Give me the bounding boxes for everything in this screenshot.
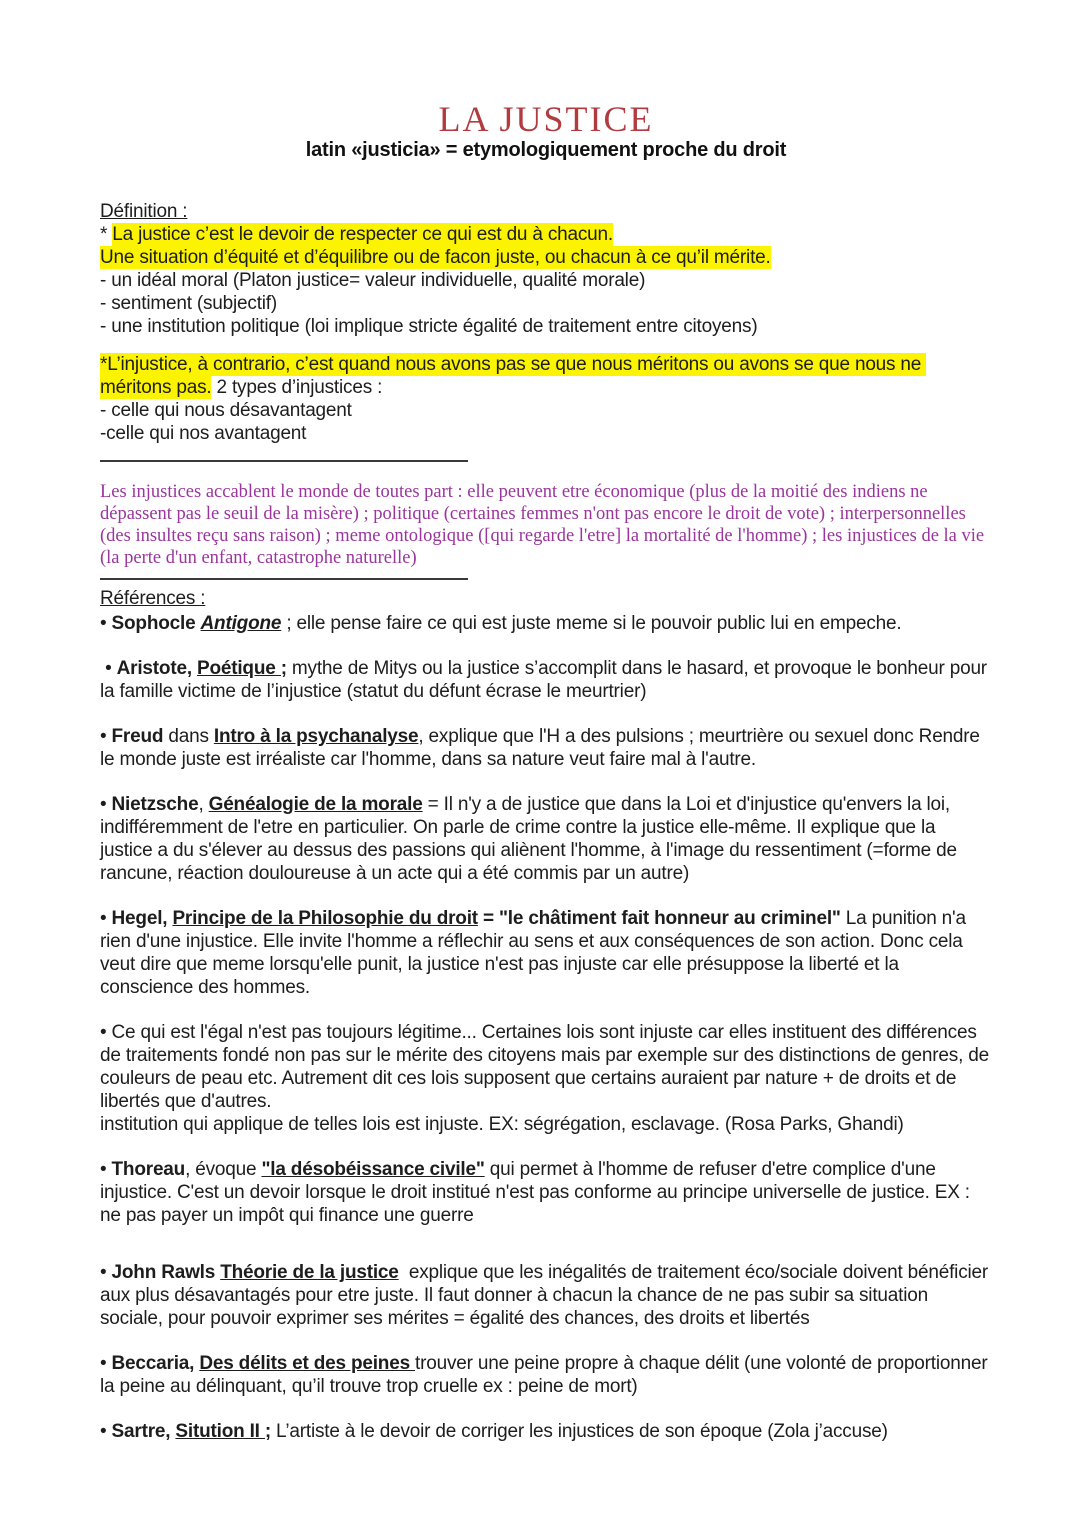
reference-item-rawls <box>100 1261 992 1330</box>
injustice-examples-paragraph: Les injustices accablent le monde de toutes part : elle peuvent etre économique (plus de la moitié des indiens ne dépassent pas le seuil de la misère) ; politique (certaines femmes n'ont pas encore le droit de vote) ; interpersonnelles (des insultes reçu sans raison) ; meme ontologique ([qui regarde l'etre] la mortalité de l'homme) ; les injustices de la vie (la perte d'un enfant, catastrophe naturelle) <box>100 482 994 568</box>
work-title: Généalogie de la morale <box>208 794 423 815</box>
work-title: Des délits et des peines <box>199 1353 416 1374</box>
reference-text: trouver une peine propre à chaque délit (une volonté de proportionner la peine au délinquant, qu’il trouve trop cruelle ex : peine de mort) <box>100 1353 993 1397</box>
definition-item-sentiment: - sentiment (subjectif) <box>100 293 278 314</box>
reference-text: qui permet à l'homme de refuser d'etre complice d'une injustice. C'est un devoir lorsque le droit institué n'est pas conforme au principe universelle de justice. EX : ne pas payer un impôt qui finance une guerre <box>100 1159 975 1226</box>
connector-text: = <box>477 908 499 929</box>
author-name: Sophocle <box>111 613 201 634</box>
connector-text: , <box>198 794 209 815</box>
highlighted-definition-1: La justice c’est le devoir de respecter ce qui est du à chacun. <box>112 224 613 245</box>
connector-text: dans <box>163 726 214 747</box>
bullet: • <box>100 1022 112 1043</box>
reference-text: Ce qui est l'égal n'est pas toujours légitime... Certaines lois sont injuste car elles instituent des différences de traitements fondé non pas sur le mérite des citoyens mais par exemple sur des distinctions de genres, de couleurs de peau etc. Autrement dit ces lois supposent que certains auraient par nature + de droits et de libertés que d'autres. <box>100 1022 995 1112</box>
citation-quote: "le châtiment fait honneur au criminel" <box>498 908 841 929</box>
bullet: • <box>100 908 112 929</box>
work-title: Antigone <box>200 613 282 634</box>
reference-text: = Il n'y a de justice que dans la Loi et d'injustice qu'envers la loi, indifféremment de l'etre en particulier. On parle de crime contre la justice elle-même. Il explique que la justice a du s'élever au dessus des passions qui aliènent l'homme, à l'image du ressentiment (=forme de rancune, réaction douloureuse à un acte qui a été commis par un autre) <box>100 794 962 884</box>
author-name: Thoreau <box>111 1159 186 1180</box>
author-name: Aristote, <box>116 658 197 679</box>
bullet: • <box>100 1353 112 1374</box>
work-title: Intro à la psychanalyse <box>213 726 419 747</box>
bullet: • <box>100 613 112 634</box>
work-title: Principe de la Philosophie du droit <box>172 908 478 929</box>
work-title: Poétique ; <box>196 658 287 679</box>
section-divider <box>100 578 468 580</box>
author-name: Freud <box>111 726 164 747</box>
reference-item-freud <box>100 725 992 771</box>
reference-item-beccaria <box>100 1352 992 1398</box>
reference-item-legal-legitime <box>100 1021 995 1136</box>
definition-section <box>100 200 992 338</box>
bullet: • <box>100 726 112 747</box>
reference-text: La punition n'a rien d'une injustice. Elle invite l'homme a réflechir au sens et aux conséquences de son action. Donc cela veut dire que meme lorsqu'elle punit, la justice n'est pas injuste car elle présuppose la liberté et la conscience des hommes. <box>100 908 971 998</box>
definition-item-ideal-moral: - un idéal moral (Platon justice= valeur individuelle, qualité morale) <box>100 270 646 291</box>
definition-item-institution: - une institution politique (loi implique stricte égalité de traitement entre citoyens) <box>100 316 758 337</box>
connector-text: , évoque <box>185 1159 262 1180</box>
bullet: • <box>100 1262 112 1283</box>
reference-text: ; elle pense faire ce qui est juste meme si le pouvoir public lui en empeche. <box>281 613 902 634</box>
reference-item-nietzsche <box>100 793 992 885</box>
references-section <box>100 587 995 1443</box>
page-subtitle: latin «justicia» = etymologiquement proche du droit <box>305 139 787 161</box>
author-name: Nietzsche <box>111 794 199 815</box>
bullet: • <box>100 794 112 815</box>
definition-heading-text: Définition : <box>100 201 188 222</box>
reference-text: L’artiste à le devoir de corriger les injustices de son époque (Zola j’accuse) <box>270 1421 888 1442</box>
definition-line-1 <box>100 223 992 246</box>
highlighted-injustice: *L’injustice, à contrario, c’est quand nous avons pas se que nous méritons ou avons se que nous ne méritons pas. <box>100 354 927 398</box>
author-name: Sartre, <box>111 1421 176 1442</box>
definition-heading <box>100 200 992 223</box>
injustice-types-label: 2 types d’injustices : <box>211 377 383 398</box>
reference-item-sartre <box>100 1420 992 1443</box>
author-name: John Rawls <box>111 1262 221 1283</box>
reference-text: explique que les inégalités de traitement éco/sociale doivent bénéficier aux plus désavantagés pour etre juste. Il faut donner à chacun la chance de ne pas subir sa situation sociale, pour pouvoir exprimer ses mérites = égalité des chances, des droits et libertés <box>100 1262 994 1329</box>
reference-text: mythe de Mitys ou la justice s’accomplit dans le hasard, et provoque le bonheur pour la famille victime de l’injustice (statut du défunt écrase le meurtrier) <box>100 658 993 702</box>
references-heading-text: Références : <box>100 588 206 609</box>
work-title: Théorie de la justice <box>220 1262 399 1283</box>
reference-item-sophocle <box>100 612 992 635</box>
author-name: Beccaria, <box>111 1353 200 1374</box>
work-title: "la désobéissance civile" <box>261 1159 485 1180</box>
author-name: Hegel, <box>111 908 173 929</box>
injustice-section <box>100 353 992 445</box>
reference-text-line2: institution qui applique de telles lois est injuste. EX: ségrégation, esclavage. (Rosa Parks, Ghandi) <box>100 1114 904 1135</box>
reference-item-thoreau <box>100 1158 992 1227</box>
bullet: • <box>100 1159 112 1180</box>
references-heading <box>100 587 992 610</box>
definition-line-2 <box>100 246 992 269</box>
highlighted-definition-2: Une situation d’équité et d’équilibre ou de facon juste, ou chacun à ce qu’il mérite. <box>100 247 771 268</box>
reference-item-hegel <box>100 907 992 999</box>
injustice-item-disadvantage: - celle qui nous désavantagent <box>100 400 352 421</box>
work-title: Sitution II ; <box>175 1421 271 1442</box>
star-prefix: * <box>100 224 113 245</box>
page-title: LA JUSTICE <box>438 99 654 139</box>
injustice-item-advantage: -celle qui nos avantagent <box>100 423 307 444</box>
reference-item-aristote <box>100 657 992 703</box>
bullet: • <box>100 658 117 679</box>
injustice-definition-line <box>100 353 992 399</box>
bullet: • <box>100 1421 112 1442</box>
section-divider <box>100 460 468 462</box>
reference-text: , explique que l'H a des pulsions ; meurtrière ou sexuel donc Rendre le monde juste est irréaliste car l'homme, dans sa nature veut faire mal à l'autre. <box>100 726 985 770</box>
